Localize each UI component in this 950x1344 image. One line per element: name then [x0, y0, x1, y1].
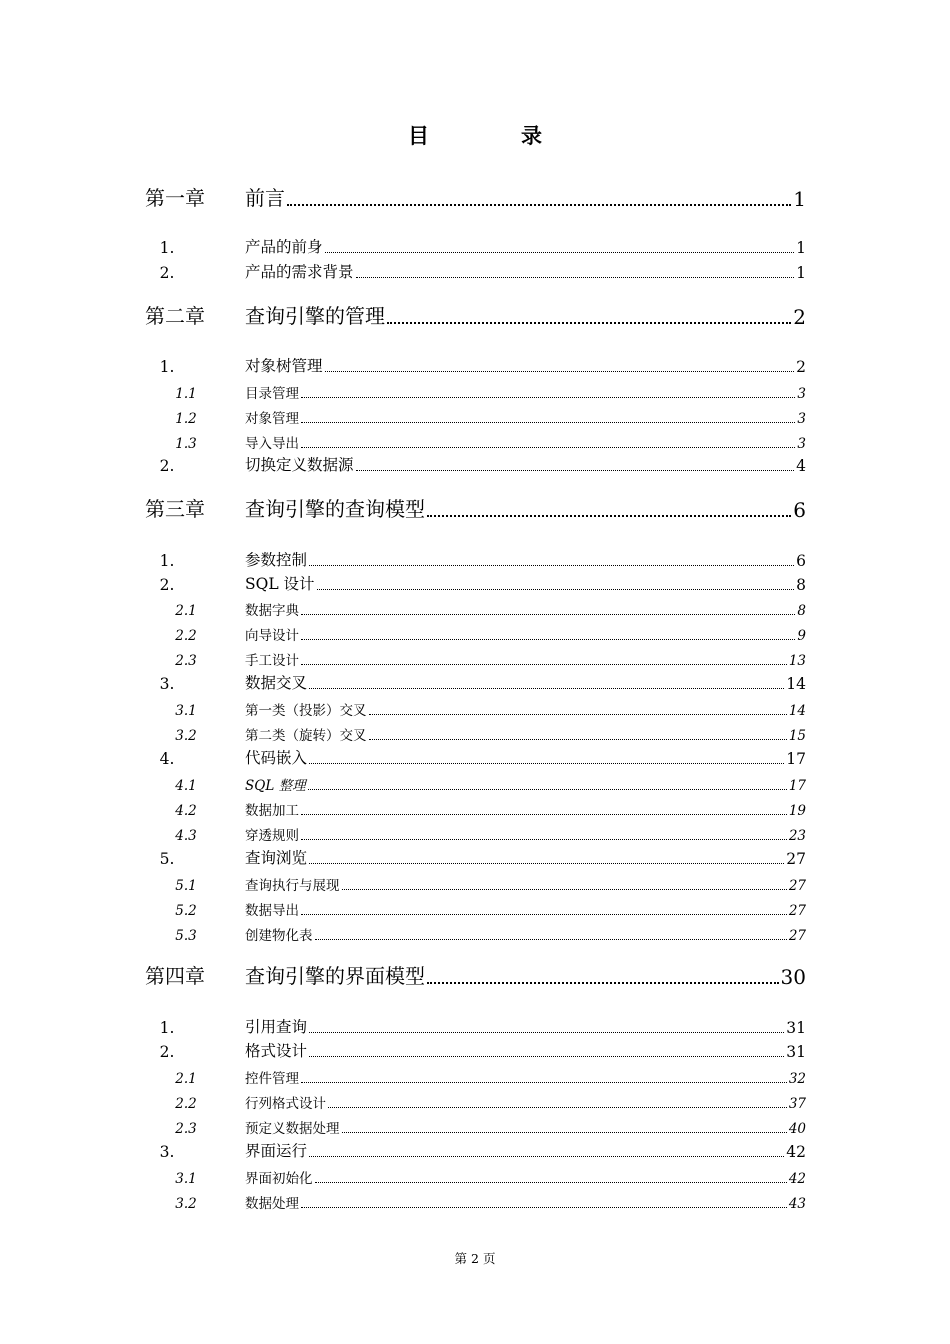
toc-page-number: 27	[786, 849, 806, 868]
toc-number: 2.1	[175, 1070, 197, 1087]
toc-leader	[356, 277, 795, 278]
toc-number: 3.2	[175, 1195, 197, 1212]
toc-title: 查询执行与展现	[245, 877, 340, 894]
toc-number: 第三章	[145, 497, 205, 521]
toc-leader	[309, 863, 784, 864]
toc-leader	[317, 589, 795, 590]
toc-title: 格式设计	[245, 1041, 308, 1060]
toc-item[interactable]	[145, 572, 806, 594]
toc-title: 参数控制	[245, 550, 308, 569]
toc-leader	[309, 565, 794, 566]
toc-title: 第一类（投影）交叉	[245, 702, 367, 719]
toc-leader	[328, 1107, 787, 1108]
toc-page-number: 17	[788, 777, 806, 794]
toc-leader	[301, 814, 787, 815]
toc-leader	[325, 252, 795, 253]
toc-title: 对象管理	[245, 410, 299, 427]
toc-chapter[interactable]	[145, 493, 806, 522]
toc-title: 数据字典	[245, 602, 299, 619]
toc-title: 第二类（旋转）交叉	[245, 727, 367, 744]
title-right: 录	[521, 124, 542, 148]
toc-number: 3.	[159, 674, 175, 693]
toc-item[interactable]	[145, 354, 806, 376]
toc-number: 2.	[159, 1042, 175, 1061]
toc-title: 数据加工	[245, 802, 299, 819]
toc-number: 1.	[159, 238, 175, 257]
toc-leader	[301, 397, 795, 398]
toc-title: 前言	[245, 186, 285, 210]
toc-title: 手工设计	[245, 652, 299, 669]
toc-leader	[315, 939, 787, 940]
toc-page-number: 3	[797, 385, 806, 402]
page-footer: 第 2 页	[454, 1251, 496, 1266]
toc-page-number: 14	[788, 702, 806, 719]
toc-chapter[interactable]	[145, 960, 806, 989]
toc-item[interactable]	[145, 432, 806, 452]
page-title	[0, 120, 950, 150]
toc-number: 3.1	[175, 702, 197, 719]
toc-page-number: 14	[786, 674, 806, 693]
toc-leader	[309, 1156, 784, 1157]
toc-number: 3.2	[175, 727, 197, 744]
toc-page-number: 17	[786, 749, 806, 768]
toc-leader	[427, 515, 791, 517]
toc-leader	[301, 839, 787, 840]
toc-leader	[301, 614, 795, 615]
toc-number: 1.	[159, 1018, 175, 1037]
toc-page-number: 27	[788, 927, 806, 944]
toc-page-number: 15	[788, 727, 806, 744]
toc-page-number: 6	[793, 498, 806, 522]
toc-page-number: 9	[797, 627, 806, 644]
toc-title: 产品的前身	[245, 237, 323, 256]
toc-number: 3.1	[175, 1170, 197, 1187]
toc-item[interactable]	[145, 924, 806, 944]
toc-title: 控件管理	[245, 1070, 299, 1087]
toc-item[interactable]	[145, 1039, 806, 1061]
toc-number: 5.3	[175, 927, 197, 944]
toc-title: 向导设计	[245, 627, 299, 644]
toc-number: 第四章	[145, 964, 205, 988]
toc-page-number: 3	[797, 435, 806, 452]
toc-item[interactable]	[145, 874, 806, 894]
toc-page-number: 42	[786, 1142, 806, 1161]
toc-page-number: 42	[788, 1170, 806, 1187]
toc-page-number: 31	[786, 1018, 806, 1037]
toc-page-number: 1	[793, 187, 806, 211]
toc-page-number: 30	[780, 965, 806, 989]
toc-item[interactable]	[145, 599, 806, 619]
toc-item[interactable]	[145, 799, 806, 819]
toc-title: 查询引擎的管理	[245, 304, 385, 328]
toc-title: 目录管理	[245, 385, 299, 402]
toc-number: 4.	[159, 749, 175, 768]
toc-page-number: 27	[788, 902, 806, 919]
toc-leader	[309, 1032, 784, 1033]
toc-title: 数据导出	[245, 902, 299, 919]
toc-page-number: 19	[788, 802, 806, 819]
toc-leader	[369, 739, 787, 740]
toc-number: 第二章	[145, 304, 205, 328]
toc-chapter[interactable]	[145, 182, 806, 211]
toc-item[interactable]	[145, 746, 806, 768]
toc-item[interactable]	[145, 407, 806, 427]
toc-number: 5.	[159, 849, 175, 868]
toc-number: 5.2	[175, 902, 197, 919]
toc-title: 穿透规则	[245, 827, 299, 844]
toc-leader	[427, 982, 779, 984]
toc-item[interactable]	[145, 260, 806, 282]
toc-number: 1.	[159, 551, 175, 570]
toc-number: 4.1	[175, 777, 197, 794]
toc-number: 第一章	[145, 186, 205, 210]
toc-title: 导入导出	[245, 435, 299, 452]
toc-title: 查询浏览	[245, 848, 308, 867]
toc-leader	[301, 664, 787, 665]
toc-item[interactable]	[145, 1167, 806, 1187]
toc-item[interactable]	[145, 1192, 806, 1212]
toc-leader	[301, 422, 795, 423]
toc-leader	[309, 1056, 784, 1057]
toc-title: 引用查询	[245, 1017, 308, 1036]
toc-item[interactable]	[145, 649, 806, 669]
toc-page-number: 13	[788, 652, 806, 669]
toc-leader	[301, 1207, 787, 1208]
toc-title: 产品的需求背景	[245, 262, 354, 281]
toc-item[interactable]	[145, 1117, 806, 1137]
toc-number: 3.	[159, 1142, 175, 1161]
toc-title: SQL 整理	[245, 777, 306, 794]
toc-leader	[356, 470, 795, 471]
toc-leader	[315, 1182, 787, 1183]
toc-leader	[387, 322, 791, 324]
toc-page-number: 8	[796, 575, 806, 594]
toc-title: 界面运行	[245, 1141, 308, 1160]
toc-number: 2.3	[175, 652, 197, 669]
toc-page-number: 1	[796, 238, 806, 257]
toc-page-number: 31	[786, 1042, 806, 1061]
toc-item[interactable]	[145, 899, 806, 919]
toc-item[interactable]	[145, 774, 806, 794]
toc-title: 数据处理	[245, 1195, 299, 1212]
toc-page-number: 23	[788, 827, 806, 844]
toc-title: 数据交叉	[245, 673, 308, 692]
toc-title: 行列格式设计	[245, 1095, 326, 1112]
toc-item[interactable]	[145, 453, 806, 475]
toc-item[interactable]	[145, 1067, 806, 1087]
toc-leader	[301, 639, 795, 640]
toc-leader	[309, 688, 784, 689]
toc-title: 界面初始化	[245, 1170, 313, 1187]
toc-chapter[interactable]	[145, 300, 806, 329]
toc-number: 1.	[159, 357, 175, 376]
toc-item[interactable]	[145, 548, 806, 570]
toc-item[interactable]	[145, 824, 806, 844]
toc-number: 2.1	[175, 602, 197, 619]
toc-leader	[369, 714, 787, 715]
toc-number: 1.3	[175, 435, 197, 452]
toc-page-number: 1	[796, 263, 806, 282]
toc-title: 查询引擎的查询模型	[245, 497, 425, 521]
toc-leader	[301, 1082, 787, 1083]
toc-number: 2.3	[175, 1120, 197, 1137]
toc-leader	[342, 1132, 787, 1133]
toc-item[interactable]	[145, 1092, 806, 1112]
toc-page-number: 40	[788, 1120, 806, 1137]
toc-number: 2.	[159, 575, 175, 594]
toc-page-number: 8	[797, 602, 806, 619]
toc-page-number: 43	[788, 1195, 806, 1212]
toc-title: 代码嵌入	[245, 748, 308, 767]
toc-number: 5.1	[175, 877, 197, 894]
title-left: 目	[408, 124, 429, 148]
toc-leader	[325, 371, 795, 372]
toc-page-number: 3	[797, 410, 806, 427]
toc-item[interactable]	[145, 235, 806, 257]
toc-leader	[308, 789, 787, 790]
toc-number: 2.2	[175, 1095, 197, 1112]
toc-title: SQL 设计	[245, 574, 315, 593]
toc-title: 切换定义数据源	[245, 455, 354, 474]
toc-item[interactable]	[145, 1139, 806, 1161]
toc-item[interactable]	[145, 1015, 806, 1037]
toc-leader	[287, 204, 791, 206]
toc-page-number: 37	[788, 1095, 806, 1112]
toc-page-number: 2	[793, 305, 806, 329]
toc-number: 1.1	[175, 385, 197, 402]
toc-page-number: 32	[788, 1070, 806, 1087]
toc-item[interactable]	[145, 624, 806, 644]
toc-number: 1.2	[175, 410, 197, 427]
toc-page-number: 4	[796, 456, 806, 475]
toc-title: 对象树管理	[245, 356, 323, 375]
toc-number: 4.3	[175, 827, 197, 844]
toc-leader	[309, 763, 784, 764]
toc-item[interactable]	[145, 724, 806, 744]
toc-number: 2.	[159, 456, 175, 475]
toc-page-number: 2	[796, 357, 806, 376]
toc-title: 查询引擎的界面模型	[245, 964, 425, 988]
toc-item[interactable]	[145, 382, 806, 402]
toc-number: 4.2	[175, 802, 197, 819]
toc-item[interactable]	[145, 671, 806, 693]
toc-title: 预定义数据处理	[245, 1120, 340, 1137]
toc-item[interactable]	[145, 846, 806, 868]
toc-page-number: 27	[788, 877, 806, 894]
toc-number: 2.	[159, 263, 175, 282]
toc-leader	[342, 889, 787, 890]
toc-title: 创建物化表	[245, 927, 313, 944]
toc-leader	[301, 447, 795, 448]
toc-leader	[301, 914, 787, 915]
toc-number: 2.2	[175, 627, 197, 644]
toc-item[interactable]	[145, 699, 806, 719]
toc-page-number: 6	[796, 551, 806, 570]
